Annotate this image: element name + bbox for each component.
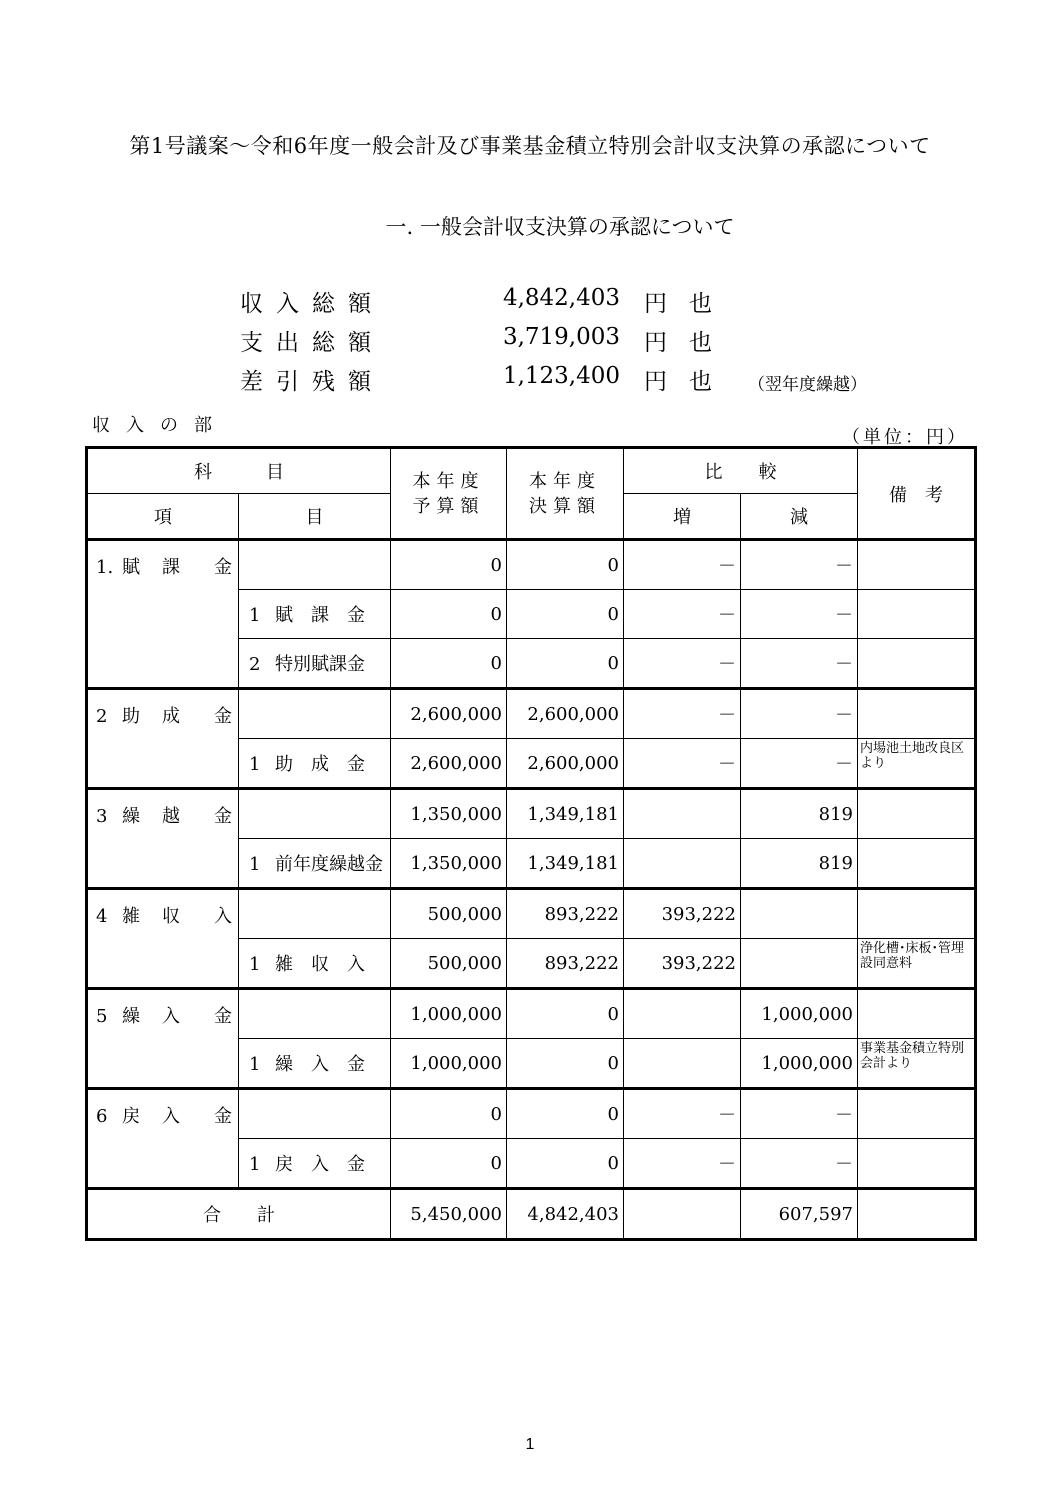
category-label xyxy=(96,902,234,928)
category-label xyxy=(96,1102,234,1128)
category-char: 課 xyxy=(162,557,180,578)
item-number: 1 xyxy=(249,1054,261,1075)
header-budget-line2: 予算額 xyxy=(412,495,485,517)
header-increase: 増 xyxy=(624,494,741,540)
decrease-cell: － xyxy=(741,590,858,639)
item-number: 2 xyxy=(249,654,261,675)
item-name-cell xyxy=(239,639,391,689)
summary-unit: 円也 xyxy=(644,291,734,317)
budget-cell: 2,600,000 xyxy=(391,739,507,789)
category-label xyxy=(96,553,234,579)
item-name: 雑 収 入 xyxy=(275,954,365,975)
category-cell xyxy=(87,789,239,889)
category-label xyxy=(96,1002,234,1028)
settled-cell: 0 xyxy=(507,639,624,689)
remark-cell xyxy=(858,839,976,889)
income-table xyxy=(85,446,977,1241)
budget-cell: 1,350,000 xyxy=(391,789,507,839)
remark-cell xyxy=(858,639,976,689)
summary-label: 差引残額 xyxy=(240,369,384,395)
item-name: 前年度繰越金 xyxy=(275,854,383,875)
income-table-body xyxy=(87,448,976,1240)
header-remarks: 備 考 xyxy=(858,448,976,540)
table-row-category xyxy=(87,689,976,739)
summary-row-income xyxy=(240,285,940,324)
decrease-cell: 1,000,000 xyxy=(741,989,858,1039)
category-char: 越 xyxy=(162,806,180,827)
table-row-category xyxy=(87,1089,976,1139)
increase-cell: － xyxy=(624,639,741,689)
category-number: 5 xyxy=(96,1006,108,1027)
total-label: 合 計 xyxy=(87,1189,391,1240)
item-name-cell xyxy=(239,1139,391,1189)
summary-note: （翌年度繰越） xyxy=(748,375,867,395)
budget-cell: 1,000,000 xyxy=(391,989,507,1039)
increase-cell: － xyxy=(624,590,741,639)
item-name-cell xyxy=(239,1089,391,1139)
item-name: 賦 課 金 xyxy=(275,605,365,626)
item-number: 1 xyxy=(249,754,261,775)
budget-cell: 0 xyxy=(391,639,507,689)
remark-cell: 浄化槽･床板･管埋設同意料 xyxy=(858,939,976,989)
category-char: 成 xyxy=(162,706,180,727)
table-row-total xyxy=(87,1189,976,1240)
remark-cell xyxy=(858,590,976,639)
budget-cell: 2,600,000 xyxy=(391,689,507,739)
category-char: 収 xyxy=(162,906,180,927)
remark-cell xyxy=(858,789,976,839)
header-settled xyxy=(507,448,624,540)
category-char: 金 xyxy=(214,706,232,727)
settled-cell: 1,349,181 xyxy=(507,839,624,889)
total-decrease: 607,597 xyxy=(741,1189,858,1240)
item-name-cell xyxy=(239,1039,391,1089)
category-cell xyxy=(87,689,239,789)
settled-cell: 893,222 xyxy=(507,889,624,939)
unit-note: （単位：円） xyxy=(842,427,968,448)
document-title: 第1号議案～令和6年度一般会計及び事業基金積立特別会計収支決算の承認について xyxy=(129,134,931,158)
settled-cell: 0 xyxy=(507,989,624,1039)
item-number: 1 xyxy=(249,954,261,975)
category-char: 金 xyxy=(214,1106,232,1127)
decrease-cell: － xyxy=(741,689,858,739)
table-row-category xyxy=(87,889,976,939)
item-name-cell xyxy=(239,939,391,989)
category-cell xyxy=(87,889,239,989)
item-name-cell xyxy=(239,839,391,889)
settled-cell: 0 xyxy=(507,1139,624,1189)
page-number: 1 xyxy=(525,1436,535,1453)
category-number: 2 xyxy=(96,706,108,727)
total-increase xyxy=(624,1189,741,1240)
summary-row-expense xyxy=(240,324,940,363)
table-row-category xyxy=(87,789,976,839)
remark-cell xyxy=(858,989,976,1039)
total-settled: 4,842,403 xyxy=(507,1189,624,1240)
increase-cell: － xyxy=(624,540,741,590)
income-section-label: 収入の部 xyxy=(92,415,228,436)
decrease-cell xyxy=(741,889,858,939)
settled-cell: 1,349,181 xyxy=(507,789,624,839)
settled-cell: 0 xyxy=(507,1089,624,1139)
remark-cell: 事業基金積立特別会計より xyxy=(858,1039,976,1089)
budget-cell: 0 xyxy=(391,590,507,639)
category-char: 繰 xyxy=(122,1006,140,1027)
remark-cell xyxy=(858,1139,976,1189)
item-name-cell xyxy=(239,739,391,789)
decrease-cell: 819 xyxy=(741,839,858,889)
settled-cell: 0 xyxy=(507,540,624,590)
category-number: 3 xyxy=(96,806,108,827)
category-char: 雑 xyxy=(122,906,140,927)
budget-cell: 500,000 xyxy=(391,939,507,989)
item-number: 1 xyxy=(249,605,261,626)
category-char: 入 xyxy=(214,906,232,927)
item-number: 1 xyxy=(249,854,261,875)
category-char: 入 xyxy=(162,1106,180,1127)
category-label xyxy=(96,702,234,728)
table-row-category xyxy=(87,989,976,1039)
category-char: 金 xyxy=(214,806,232,827)
decrease-cell: － xyxy=(741,739,858,789)
settled-cell: 893,222 xyxy=(507,939,624,989)
increase-cell: － xyxy=(624,1089,741,1139)
item-name: 繰 入 金 xyxy=(275,1054,365,1075)
header-settled-line2: 決算額 xyxy=(529,495,601,517)
decrease-cell: － xyxy=(741,1089,858,1139)
category-number: 6 xyxy=(96,1106,108,1127)
item-name-cell xyxy=(239,590,391,639)
header-kou: 項 xyxy=(87,494,239,540)
item-name-cell xyxy=(239,789,391,839)
category-cell xyxy=(87,540,239,689)
remark-cell xyxy=(858,689,976,739)
remark-cell: 内場池土地改良区より xyxy=(858,739,976,789)
increase-cell: － xyxy=(624,689,741,739)
decrease-cell xyxy=(741,939,858,989)
decrease-cell: 1,000,000 xyxy=(741,1039,858,1089)
section-title: 一. 一般会計収支決算の承認について xyxy=(385,215,735,239)
settled-cell: 2,600,000 xyxy=(507,739,624,789)
increase-cell: 393,222 xyxy=(624,939,741,989)
total-remark xyxy=(858,1189,976,1240)
settled-cell: 0 xyxy=(507,590,624,639)
summary-label: 収入総額 xyxy=(240,291,384,317)
item-name-cell xyxy=(239,989,391,1039)
item-name-cell xyxy=(239,540,391,590)
table-row-category xyxy=(87,540,976,590)
category-char: 入 xyxy=(162,1006,180,1027)
decrease-cell: － xyxy=(741,540,858,590)
remark-cell xyxy=(858,1089,976,1139)
item-name: 戻 入 金 xyxy=(275,1154,365,1175)
category-char: 戻 xyxy=(122,1106,140,1127)
header-kamoku: 科 目 xyxy=(87,448,391,494)
item-name: 助 成 金 xyxy=(275,754,365,775)
header-decrease: 減 xyxy=(741,494,858,540)
summary-amount: 4,842,403 xyxy=(502,285,620,311)
summary-row-balance xyxy=(240,363,940,402)
budget-cell: 0 xyxy=(391,1139,507,1189)
category-char: 金 xyxy=(214,1006,232,1027)
category-label xyxy=(96,802,234,828)
decrease-cell: － xyxy=(741,639,858,689)
category-number: 4 xyxy=(96,906,108,927)
item-name-cell xyxy=(239,889,391,939)
category-cell xyxy=(87,1089,239,1189)
settled-cell: 0 xyxy=(507,1039,624,1089)
category-char: 賦 xyxy=(122,557,140,578)
budget-cell: 1,350,000 xyxy=(391,839,507,889)
item-name-cell xyxy=(239,689,391,739)
decrease-cell: 819 xyxy=(741,789,858,839)
summary-amount: 3,719,003 xyxy=(502,324,620,350)
settled-cell: 2,600,000 xyxy=(507,689,624,739)
increase-cell: － xyxy=(624,739,741,789)
header-budget xyxy=(391,448,507,540)
budget-cell: 0 xyxy=(391,540,507,590)
decrease-cell: － xyxy=(741,1139,858,1189)
header-budget-line1: 本年度 xyxy=(412,470,485,492)
budget-cell: 500,000 xyxy=(391,889,507,939)
remark-cell xyxy=(858,540,976,590)
header-compare: 比 較 xyxy=(624,448,858,494)
item-number: 1 xyxy=(249,1154,261,1175)
budget-cell: 0 xyxy=(391,1089,507,1139)
category-char: 金 xyxy=(214,557,232,578)
increase-cell: 393,222 xyxy=(624,889,741,939)
category-char: 助 xyxy=(122,706,140,727)
total-budget: 5,450,000 xyxy=(391,1189,507,1240)
summary-label: 支出総額 xyxy=(240,330,384,356)
increase-cell xyxy=(624,789,741,839)
summary-block xyxy=(240,285,940,402)
remark-cell xyxy=(858,889,976,939)
header-moku: 目 xyxy=(239,494,391,540)
increase-cell xyxy=(624,989,741,1039)
summary-amount: 1,123,400 xyxy=(502,363,620,389)
item-name: 特別賦課金 xyxy=(275,654,365,675)
header-settled-line1: 本年度 xyxy=(529,470,601,492)
category-cell xyxy=(87,989,239,1089)
increase-cell xyxy=(624,839,741,889)
increase-cell: － xyxy=(624,1139,741,1189)
summary-unit: 円也 xyxy=(644,330,734,356)
budget-cell: 1,000,000 xyxy=(391,1039,507,1089)
summary-unit: 円也 xyxy=(644,369,734,395)
category-number: 1. xyxy=(96,557,114,578)
category-char: 繰 xyxy=(122,806,140,827)
increase-cell xyxy=(624,1039,741,1089)
